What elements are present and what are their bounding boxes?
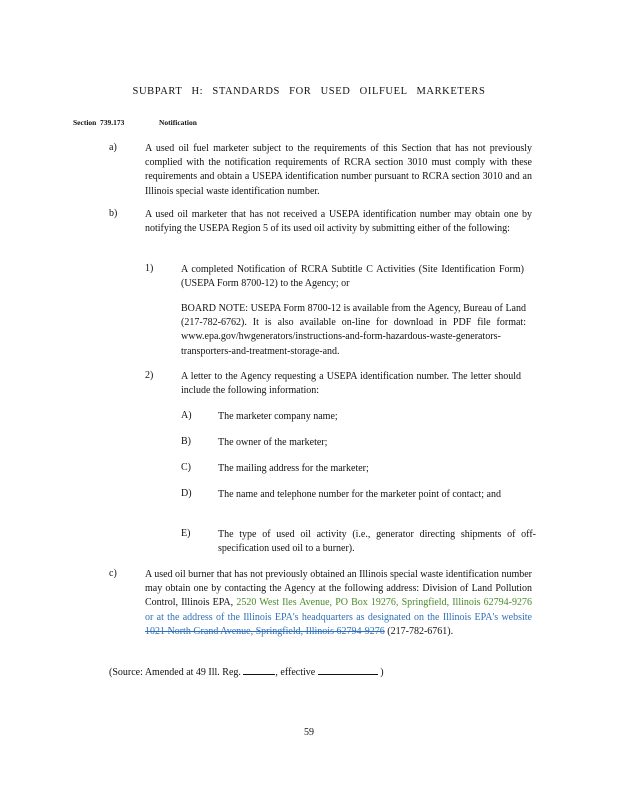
section-number: 739.173 bbox=[100, 118, 125, 127]
subitem-b-text: The owner of the marketer; bbox=[218, 437, 328, 448]
subitem-a-text: The marketer company name; bbox=[218, 411, 338, 422]
source-note bbox=[109, 665, 384, 678]
source-suffix: ) bbox=[380, 667, 384, 678]
item-1-text: A completed Notification of RCRA Subtitle C Activities (Site Identification Form) (USEPA Form 8700-12) to the Agency; or bbox=[181, 264, 524, 290]
section-word: Section bbox=[73, 118, 97, 127]
subsection-b-label: b) bbox=[109, 208, 118, 219]
subsection-a-text: A used oil fuel marketer subject to the requirements of this Section that has not previously complied with the notification requirements of RCRA section 3010 must comply with these requirements and obtain a USEPA identification number pursuant to RCRA section 3010 and an Illinois special waste identification number. bbox=[145, 143, 532, 197]
effective-date-blank bbox=[318, 665, 378, 675]
subsection-b-text: A used oil marketer that has not received a USEPA identification number may obtain one by notifying the USEPA Region 5 of its used oil activity by submitting either of the following: bbox=[145, 209, 532, 235]
register-page-blank bbox=[243, 665, 275, 675]
subpart-heading: SUBPART H: STANDARDS FOR USED OILFUEL MARKETERS bbox=[132, 86, 486, 97]
subsection-c-label: c) bbox=[109, 568, 117, 579]
source-prefix: (Source: Amended at 49 Ill. Reg. bbox=[109, 667, 241, 678]
subsection-c-text-end: (217-782-6761). bbox=[387, 625, 454, 637]
subitem-d-label: D) bbox=[181, 488, 192, 499]
subsection-a-label: a) bbox=[109, 142, 117, 153]
subitem-c-text: The mailing address for the marketer; bbox=[218, 463, 369, 474]
inserted-address: 2520 West Iles Avenue, PO Box 19276, Springfield, Illinois 62794-9276 bbox=[236, 597, 533, 609]
inserted-website-clause: or at the address of the Illinois EPA's headquarters as designated on the Illinois EPA's website bbox=[145, 611, 532, 623]
page-number: 59 bbox=[304, 727, 314, 738]
item-2-text: A letter to the Agency requesting a USEPA identification number. The letter should include the following information: bbox=[181, 371, 521, 397]
source-middle: , effective bbox=[275, 667, 316, 678]
item-2-label: 2) bbox=[145, 370, 154, 381]
subitem-e-text: The type of used oil activity (i.e., generator directing shipments of off-specification used oil to a burner). bbox=[218, 529, 536, 555]
subsection-c-text bbox=[145, 568, 532, 639]
subsection-c-text-start: A used oil burner that has not previously obtained an Illinois special waste identification number may obtain one by contacting the Agency at the following address: Division of Land Pollution Control, Illinois EPA, bbox=[145, 569, 532, 609]
item-1-label: 1) bbox=[145, 263, 154, 274]
board-note: BOARD NOTE: USEPA Form 8700-12 is available from the Agency, Bureau of Land (217-782-6762). It is also available on-line for download in PDF file format: www.epa.gov/hwgenerators/instructions-and-form-hazardous-waste-generators-transporters-and-treatment-storage-and. bbox=[181, 303, 526, 357]
subitem-d-text: The name and telephone number for the marketer point of contact; and bbox=[218, 489, 501, 500]
subitem-c-label: C) bbox=[181, 462, 191, 473]
subitem-b-label: B) bbox=[181, 436, 191, 447]
deleted-address: 1021 North Grand Avenue, Springfield, Illinois 62794-9276 bbox=[145, 625, 385, 637]
subitem-a-label: A) bbox=[181, 410, 192, 421]
section-title: Notification bbox=[159, 118, 197, 127]
subitem-e-label: E) bbox=[181, 528, 191, 539]
